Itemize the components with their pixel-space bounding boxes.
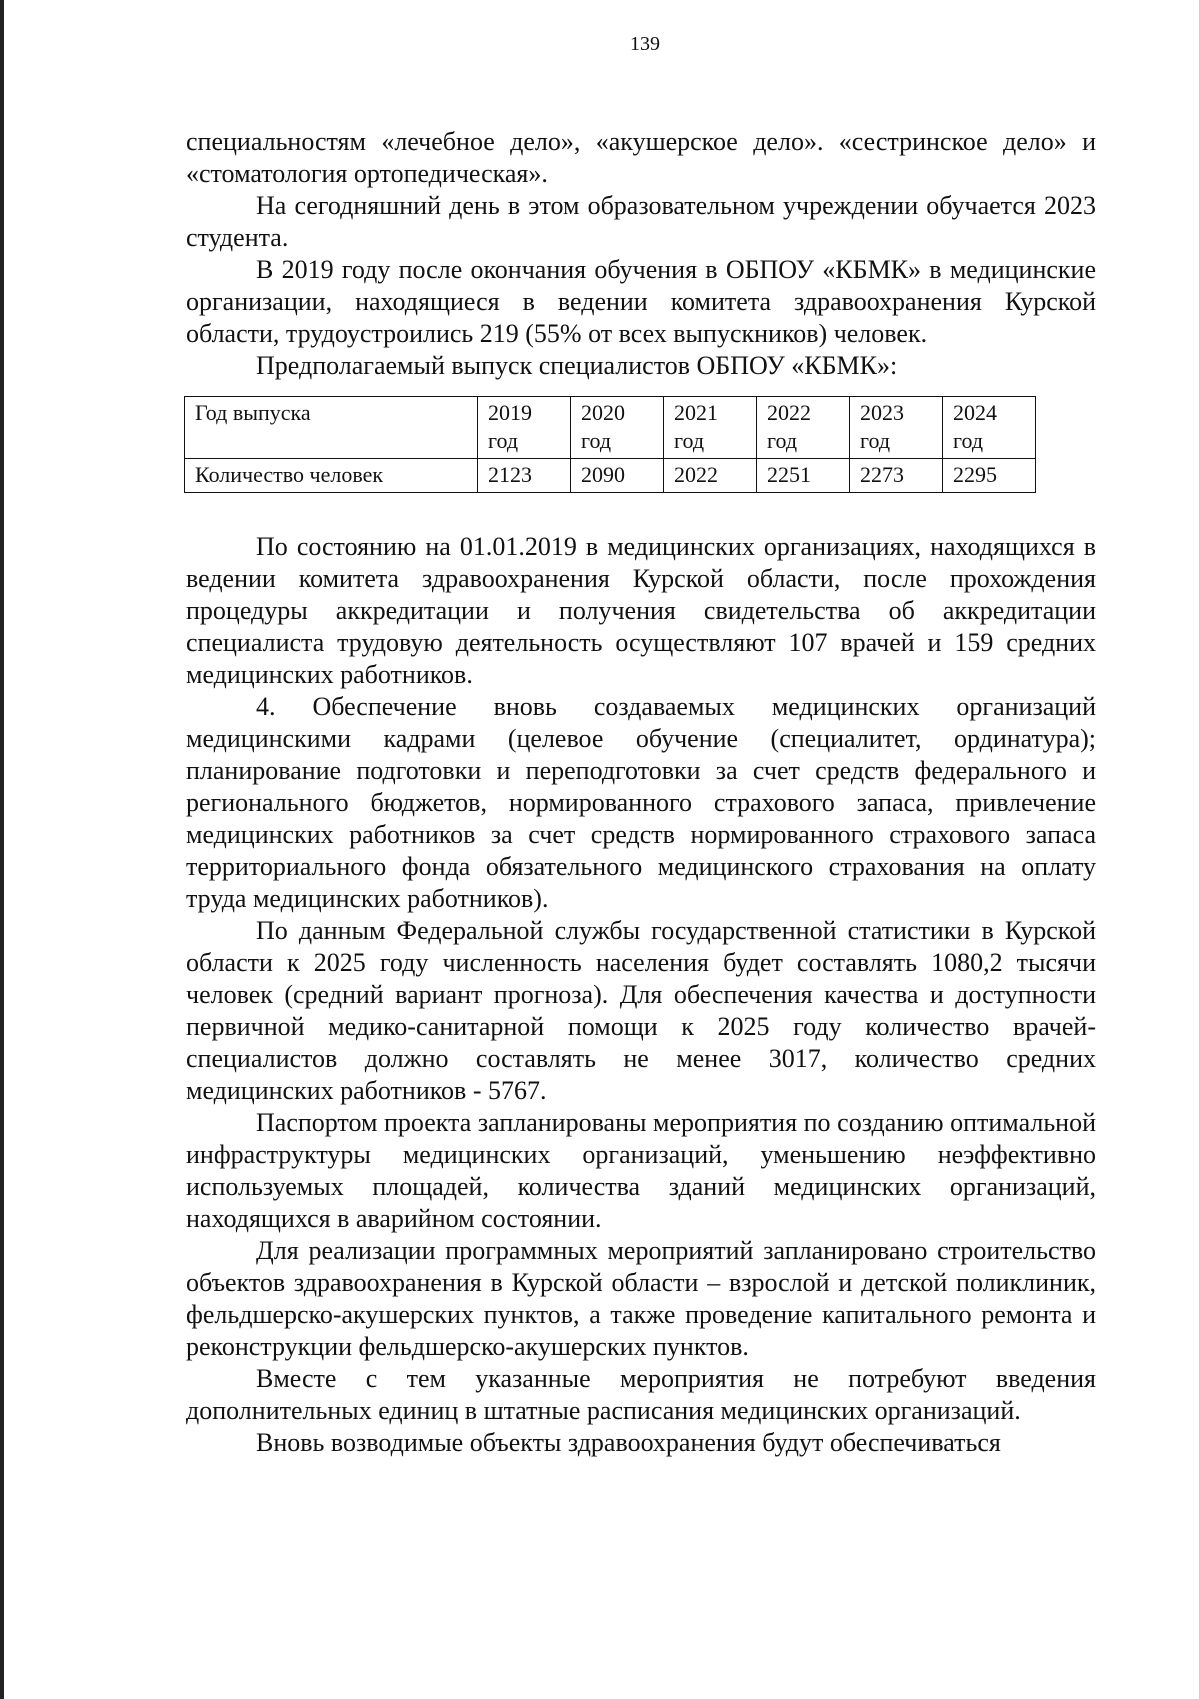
graduates-table <box>184 396 1036 493</box>
table-count-cell: 2022 <box>664 459 757 493</box>
table-year-cell: 2022 год <box>757 397 850 459</box>
table-count-cell: 2251 <box>757 459 850 493</box>
table-count-cell: 2273 <box>850 459 943 493</box>
document-body <box>186 126 1096 1459</box>
paragraph-students-count: На сегодняшний день в этом образовательном учреждении обучается 2023 студента. <box>186 191 1096 252</box>
paragraph-new-facilities: Вновь возводимые объекты здравоохранения будут обеспечиваться <box>256 1428 1001 1457</box>
paragraph-employment-2019: В 2019 году после окончания обучения в ОБПОУ «КБМК» в медицинские организации, находящиеся в ведении комитета здравоохранения Курской области, трудоустроились 219 (55% от всех выпускников) человек. <box>186 255 1096 348</box>
paragraph-staffing-item-4: 4. Обеспечение вновь создаваемых медицинских организаций медицинскими кадрами (целевое обучение (специалитет, ординатура); планирование подготовки и переподготовки за счет средств федерального и регионального бюджетов, нормированного страхового запаса, привлечение медицинских работников за счет средств нормированного страхового запаса территориального фонда обязательного медицинского страхования на оплату труда медицинских работников). <box>186 692 1096 913</box>
table-count-cell: 2295 <box>943 459 1036 493</box>
table-year-cell: 2019 год <box>478 397 571 459</box>
paragraph-no-new-staff: Вместе с тем указанные мероприятия не потребуют введения дополнительных единиц в штатные расписания медицинских организаций. <box>186 1364 1096 1425</box>
table-header-label: Год выпуска <box>185 397 478 459</box>
paragraph-population-forecast: По данным Федеральной службы государственной статистики в Курской области к 2025 году численность населения будет составлять 1080,2 тысячи человек (средний вариант прогноза). Для обеспечения качества и доступности первичной медико-санитарной помощи к 2025 году количество врачей-специалистов должно составлять не менее 3017, количество средних медицинских работников - 5767. <box>186 916 1096 1105</box>
paragraph-specialties: специальностям «лечебное дело», «акушерское дело». «сестринское дело» и «стоматология ортопедическая». <box>186 127 1096 188</box>
table-year-cell: 2023 год <box>850 397 943 459</box>
scan-edge-left <box>0 0 4 1699</box>
paragraph-infrastructure: Паспортом проекта запланированы мероприятия по созданию оптимальной инфраструктуры медицинских организаций, уменьшению неэффективно используемых площадей, количества зданий медицинских организаций, находящихся в аварийном состоянии. <box>186 1108 1096 1233</box>
table-row-counts <box>185 459 1036 493</box>
table-row-years <box>185 397 1036 459</box>
paragraph-accreditation: По состоянию на 01.01.2019 в медицинских организациях, находящихся в ведении комитета здравоохранения Курской области, после прохождения процедуры аккредитации и получения свидетельства об аккредитации специалиста трудовую деятельность осуществляют 107 врачей и 159 средних медицинских работников. <box>186 532 1096 689</box>
table-year-cell: 2021 год <box>664 397 757 459</box>
table-year-cell: 2020 год <box>571 397 664 459</box>
table-count-label: Количество человек <box>185 459 478 493</box>
table-caption: Предполагаемый выпуск специалистов ОБПОУ «КБМК»: <box>256 351 898 380</box>
table-count-cell: 2090 <box>571 459 664 493</box>
paragraph-construction: Для реализации программных мероприятий запланировано строительство объектов здравоохранения в Курской области – взрослой и детской поликлиник, фельдшерско-акушерских пунктов, а также проведение капитального ремонта и реконструкции фельдшерско-акушерских пунктов. <box>186 1236 1096 1361</box>
table-year-cell: 2024 год <box>943 397 1036 459</box>
page-number: 139 <box>630 33 660 55</box>
table-count-cell: 2123 <box>478 459 571 493</box>
